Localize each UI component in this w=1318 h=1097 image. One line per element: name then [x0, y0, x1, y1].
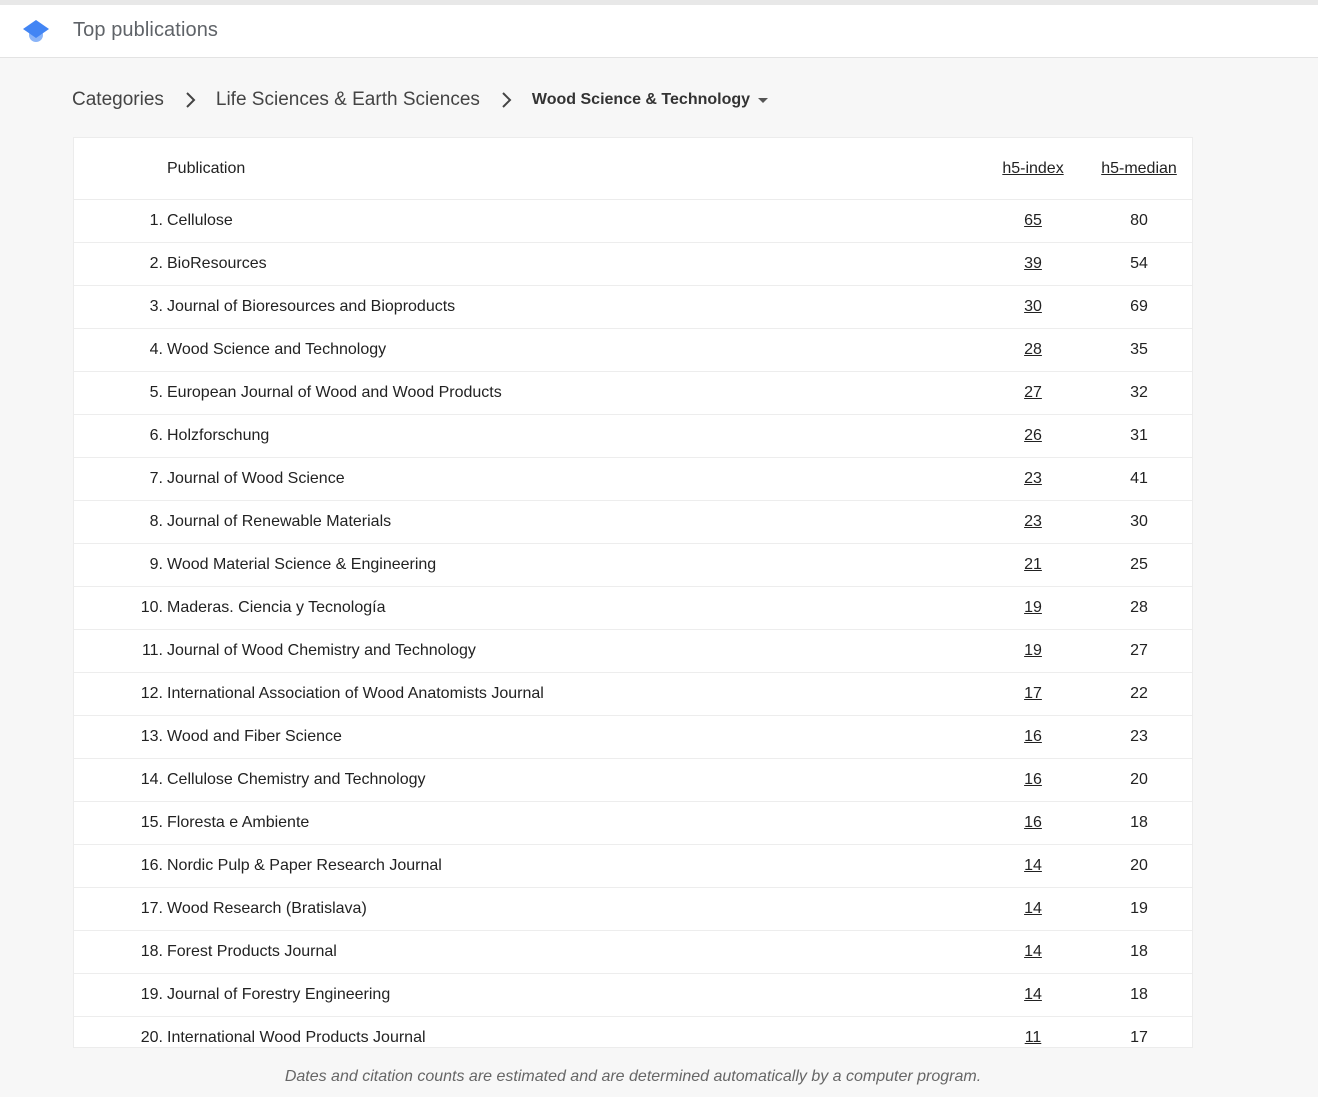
h5-index-link[interactable]: 23	[1024, 513, 1042, 530]
table-row	[74, 1017, 1192, 1060]
h5-median-value: 25	[1086, 544, 1192, 587]
h5-index-link[interactable]: 65	[1024, 212, 1042, 229]
publications-grid	[74, 138, 1192, 1059]
rank-number: 2.	[149, 255, 163, 272]
page-title[interactable]: Top publications	[73, 19, 219, 41]
rank-cell	[74, 286, 167, 329]
publication-name: Journal of Forestry Engineering	[167, 974, 980, 1017]
rank-number: 16.	[140, 857, 163, 874]
table-row	[74, 845, 1192, 888]
h5-index-link[interactable]: 26	[1024, 427, 1042, 444]
h5-index-cell	[980, 200, 1086, 243]
rank-number: 15.	[140, 814, 163, 831]
h5-median-value: 30	[1086, 501, 1192, 544]
top-bar	[0, 0, 1318, 58]
rank-number: 20.	[140, 1029, 163, 1046]
h5-index-cell	[980, 329, 1086, 372]
breadcrumb-life-sciences[interactable]: Life Sciences & Earth Sciences	[215, 89, 480, 110]
rank-cell	[74, 587, 167, 630]
h5-index-link[interactable]: 14	[1024, 986, 1042, 1003]
header-h5-median	[1086, 138, 1192, 200]
table-row	[74, 243, 1192, 286]
h5-index-link[interactable]: 17	[1024, 685, 1042, 702]
rank-cell	[74, 673, 167, 716]
breadcrumb	[72, 86, 768, 114]
h5-median-value: 20	[1086, 759, 1192, 802]
h5-index-link[interactable]: 21	[1024, 556, 1042, 573]
h5-index-cell	[980, 716, 1086, 759]
h5-median-value: 41	[1086, 458, 1192, 501]
h5-index-link[interactable]: 30	[1024, 298, 1042, 315]
publication-name: BioResources	[167, 243, 980, 286]
h5-median-value: 27	[1086, 630, 1192, 673]
publication-name: Forest Products Journal	[167, 931, 980, 974]
publication-name: Journal of Bioresources and Bioproducts	[167, 286, 980, 329]
h5-index-cell	[980, 974, 1086, 1017]
h5-index-cell	[980, 931, 1086, 974]
h5-index-cell	[980, 372, 1086, 415]
h5-median-value: 28	[1086, 587, 1192, 630]
h5-index-header-link[interactable]: h5-index	[1002, 159, 1064, 177]
rank-number: 14.	[140, 771, 163, 788]
h5-index-link[interactable]: 14	[1024, 857, 1042, 874]
rank-cell	[74, 243, 167, 286]
h5-median-value: 69	[1086, 286, 1192, 329]
chevron-right-icon	[492, 91, 520, 109]
publication-name: Maderas. Ciencia y Tecnología	[167, 587, 980, 630]
scholar-cap-icon[interactable]	[22, 17, 50, 45]
rank-number: 8.	[149, 513, 163, 530]
rank-number: 5.	[149, 384, 163, 401]
rank-cell	[74, 200, 167, 243]
table-row	[74, 716, 1192, 759]
table-row	[74, 415, 1192, 458]
rank-number: 6.	[149, 427, 163, 444]
rank-cell	[74, 415, 167, 458]
rank-number: 12.	[140, 685, 163, 702]
h5-index-cell	[980, 544, 1086, 587]
h5-index-link[interactable]: 19	[1024, 599, 1042, 616]
rank-cell	[74, 1017, 167, 1060]
publication-name: Wood Research (Bratislava)	[167, 888, 980, 931]
h5-index-cell	[980, 501, 1086, 544]
rank-number: 19.	[140, 986, 163, 1003]
h5-index-link[interactable]: 28	[1024, 341, 1042, 358]
table-row	[74, 630, 1192, 673]
publication-name: Journal of Wood Science	[167, 458, 980, 501]
publication-name: Cellulose	[167, 200, 980, 243]
rank-cell	[74, 716, 167, 759]
publication-name: Wood Material Science & Engineering	[167, 544, 980, 587]
rank-number: 9.	[149, 556, 163, 573]
rank-cell	[74, 329, 167, 372]
rank-number: 17.	[140, 900, 163, 917]
publication-name: Journal of Wood Chemistry and Technology	[167, 630, 980, 673]
rank-cell	[74, 974, 167, 1017]
h5-median-value: 18	[1086, 931, 1192, 974]
table-row	[74, 888, 1192, 931]
h5-median-value: 18	[1086, 802, 1192, 845]
h5-index-cell	[980, 286, 1086, 329]
rank-number: 3.	[149, 298, 163, 315]
table-header-row	[74, 138, 1192, 200]
h5-index-cell	[980, 845, 1086, 888]
rank-cell	[74, 458, 167, 501]
h5-median-value: 20	[1086, 845, 1192, 888]
h5-median-value: 22	[1086, 673, 1192, 716]
h5-index-cell	[980, 759, 1086, 802]
h5-index-cell	[980, 888, 1086, 931]
h5-index-cell	[980, 630, 1086, 673]
publication-name: Floresta e Ambiente	[167, 802, 980, 845]
rank-number: 7.	[149, 470, 163, 487]
table-row	[74, 286, 1192, 329]
h5-index-link[interactable]: 19	[1024, 642, 1042, 659]
rank-cell	[74, 931, 167, 974]
table-row	[74, 329, 1192, 372]
rank-number: 4.	[149, 341, 163, 358]
h5-index-cell	[980, 458, 1086, 501]
h5-index-cell	[980, 802, 1086, 845]
h5-median-value: 23	[1086, 716, 1192, 759]
table-row	[74, 200, 1192, 243]
h5-index-link[interactable]: 16	[1024, 771, 1042, 788]
publication-name: European Journal of Wood and Wood Products	[167, 372, 980, 415]
chevron-right-icon	[176, 91, 204, 109]
rank-number: 13.	[140, 728, 163, 745]
rank-cell	[74, 372, 167, 415]
publication-name: Wood and Fiber Science	[167, 716, 980, 759]
h5-index-link[interactable]: 39	[1024, 255, 1042, 272]
publication-name: Journal of Renewable Materials	[167, 501, 980, 544]
table-row	[74, 587, 1192, 630]
h5-index-link[interactable]: 27	[1024, 384, 1042, 401]
rank-cell	[74, 501, 167, 544]
h5-median-value: 31	[1086, 415, 1192, 458]
h5-median-value: 80	[1086, 200, 1192, 243]
h5-index-cell	[980, 415, 1086, 458]
table-row	[74, 759, 1192, 802]
table-row	[74, 673, 1192, 716]
breadcrumb-categories[interactable]: Categories	[72, 89, 164, 110]
publication-name: Holzforschung	[167, 415, 980, 458]
h5-index-link[interactable]: 23	[1024, 470, 1042, 487]
table-row	[74, 974, 1192, 1017]
h5-index-link[interactable]: 16	[1024, 728, 1042, 745]
caret-down-icon	[758, 98, 768, 103]
rank-number: 1.	[149, 212, 163, 229]
rank-cell	[74, 845, 167, 888]
h5-index-cell	[980, 243, 1086, 286]
publication-name: International Wood Products Journal	[167, 1029, 426, 1046]
rank-cell	[74, 888, 167, 931]
footnote: Dates and citation counts are estimated and are determined automatically by a computer program.	[284, 1068, 982, 1085]
category-dropdown-label: Wood Science & Technology	[531, 91, 751, 108]
h5-median-value: 19	[1086, 888, 1192, 931]
rank-cell	[74, 802, 167, 845]
table-row	[74, 931, 1192, 974]
h5-median-value: 54	[1086, 243, 1192, 286]
publication-name: Cellulose Chemistry and Technology	[167, 759, 980, 802]
table-row	[74, 802, 1192, 845]
header-rank	[74, 138, 167, 200]
publication-name: Nordic Pulp & Paper Research Journal	[167, 845, 980, 888]
h5-median-header-link[interactable]: h5-median	[1101, 159, 1177, 177]
category-dropdown[interactable]	[532, 91, 768, 109]
publication-name: International Association of Wood Anatomists Journal	[167, 673, 980, 716]
rank-number: 18.	[140, 943, 163, 960]
h5-index-cell	[980, 673, 1086, 716]
h5-index-cell	[980, 1017, 1086, 1060]
rank-number: 10.	[140, 599, 163, 616]
h5-index-link[interactable]: 14	[1024, 943, 1042, 960]
table-row	[74, 372, 1192, 415]
h5-median-value: 17	[1130, 1029, 1148, 1046]
table-row	[74, 501, 1192, 544]
rank-number: 11.	[141, 642, 163, 659]
rank-cell	[74, 759, 167, 802]
h5-median-value: 35	[1086, 329, 1192, 372]
publications-table	[73, 137, 1193, 1048]
rank-cell	[74, 544, 167, 587]
table-row	[74, 544, 1192, 587]
rank-cell	[74, 630, 167, 673]
h5-index-cell	[980, 587, 1086, 630]
header-h5-index	[980, 138, 1086, 200]
table-row	[74, 458, 1192, 501]
header-publication-label: Publication	[167, 159, 246, 177]
h5-median-value: 18	[1086, 974, 1192, 1017]
h5-index-link[interactable]: 16	[1024, 814, 1042, 831]
h5-median-value: 32	[1086, 372, 1192, 415]
h5-index-link[interactable]: 14	[1024, 900, 1042, 917]
header-publication	[167, 138, 980, 200]
table-body	[74, 200, 1192, 1060]
h5-index-link[interactable]: 11	[1024, 1029, 1042, 1046]
publication-name: Wood Science and Technology	[167, 329, 980, 372]
